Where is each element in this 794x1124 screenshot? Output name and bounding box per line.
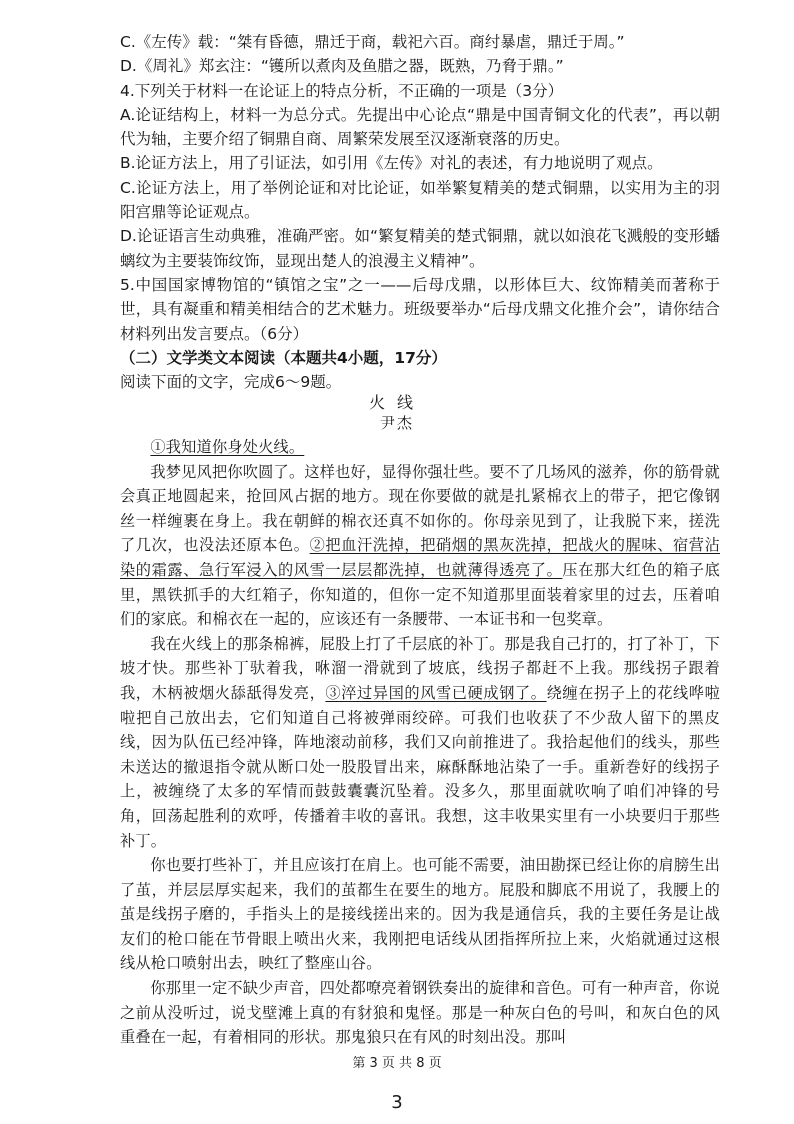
question-4-stem: 4.下列关于材料一在论证上的特点分析，不正确的一项是（3分） <box>120 81 564 100</box>
page-footer: 第 3 页 共 8 页 <box>352 1056 442 1071</box>
marked-sentence-3: ③淬过异国的风雪已硬成钢了。 <box>325 683 547 702</box>
section-2-header <box>120 346 720 395</box>
page-number: 3 <box>391 1092 403 1113</box>
question-4-option-d: D.论证语言生动典雅，准确严密。如“繁复精美的楚式铜鼎，就以如浪花飞溅般的变形蟠螭纹为主要装饰纹饰，显现出楚人的浪漫主义精神”。 <box>120 227 720 270</box>
story-paragraph-3: 你也要打些补丁，并且应该打在肩上。也可能不需要，油田勘探已经让你的肩膀生出了茧，并层层厚实起来，我们的茧都生在要生的地方。屁股和脚底不用说了，我腰上的茧是线拐子磨的，手指头上的是接线搓出来的。因为我是通信兵，我的主要任务是让战友们的枪口能在节骨眼上喷出火来，我刚把电话线从团指挥所拉上来，火焰就通过这根线从枪口喷射出去，映红了整座山谷。 <box>120 856 720 973</box>
question-4-option-c: C.论证方法上，用了举例论证和对比论证，如举繁复精美的楚式铜鼎，以实用为主的羽阳宫鼎等论证观点。 <box>120 178 720 222</box>
story-author: 尹杰 <box>379 414 414 432</box>
question-5-stem: 5.中国国家博物馆的“镇馆之宝”之一——后母戊鼎，以形体巨大、纹饰精美而著称于世，具有凝重和精美相结合的艺术魅力。班级要举办“后母戊鼎文化推介会”，请你结合材料列出发言要点。（6分） <box>120 275 720 343</box>
marked-sentence-2: ②把血汗洗掉，把硝烟的黑灰洗掉，把战火的腥味、宿营沾染的霜露、急行军浸入的风雪一层层都洗掉，也就薄得透亮了。 <box>120 536 720 579</box>
section-2-heading: （二）文学类文本阅读（本题共4小题，17分） <box>120 349 447 367</box>
story-paragraph-1: 我梦见风把你吹圆了。这样也好，显得你强壮些。要不了几场风的滋养，你的筋骨就会真正地圆起来，抢回风占据的地方。现在你要做的就是扎紧棉衣上的带子，把它像钢丝一样缠裹在身上。我在朝鲜的棉衣还真不如你的。你母亲见到了，让我脱下来，搓洗了几次，也没法还原本色。②把血汗洗掉，把硝烟的黑灰洗掉，把战火的腥味、宿营沾染的霜露、急行军浸入的风雪一层层都洗掉，也就薄得透亮了。压在那大红色的箱子底里，黑铁抓手的大红箱子，你知道的，但你一定不知道那里面装着家里的过去，压着咱们的家底。和棉衣在一起的，应该还有一条腰带、一本证书和一包奖章。 <box>120 462 720 629</box>
question-4-option-a: A.论证结构上，材料一为总分式。先提出中心论点“鼎是中国青铜文化的代表”，再以朝代为轴，主要介绍了铜鼎自商、周繁荣发展至汉逐渐衰落的历史。 <box>120 105 720 149</box>
story-title: 火线 <box>368 393 425 412</box>
material-option-d: D.《周礼》郑玄注：“镬所以煮肉及鱼腊之器，既熟，乃脅于鼎。” <box>120 57 564 76</box>
material-options <box>120 30 720 346</box>
story-paragraph-2: 我在火线上的那条棉裤，屁股上打了千层底的补丁。那是我自己打的，打了补丁，下坡才快。那些补丁驮着我，咻溜一滑就到了坡底，线拐子都赶不上我。那线拐子跟着我，木柄被烟火舔舐得发亮，③淬过异国的风雪已硬成钢了。绕缠在拐子上的花线哗啦啦把自己放出去，它们知道自己将被弹雨绞碎。可我们也收获了不少敌人留下的黑皮线，因为队伍已经冲锋，阵地滚动前移，我们又向前推进了。我拾起他们的线头，那些未送达的撤退指令就从断口处一股股冒出来，麻酥酥地沾染了一手。重新巻好的线拐子上，被缠绕了太多的军情而鼓鼓囊囊沉坠着。没多久，那里面就吹响了咱们冲锋的号角，回荡起胜利的欢呼，传播着丰收的喜讯。我想，这丰收果实里有一小块要归于那些补丁。 <box>120 634 720 850</box>
story-paragraph-4: 你那里一定不缺少声音，四处都嘹亮着钢铁奏出的旋律和音色。可有一种声音，你说之前从没听过，说戈壁滩上真的有豺狼和鬼怪。那是一种灰白色的号叫，和灰白色的风重叠在一起，有着相同的形状。那鬼狼只在有风的时刻出没。那叫 <box>120 979 720 1047</box>
question-4-option-b: B.论证方法上，用了引证法，如引用《左传》对礼的表述，有力地说明了观点。 <box>120 154 663 173</box>
section-2-instruction: 阅读下面的文字，完成6～9题。 <box>120 373 342 392</box>
story-body <box>120 435 720 1050</box>
story-marked-sentence-1: ①我知道你身处火线。 <box>150 438 305 456</box>
material-option-c: C.《左传》载：“桀有昏德，鼎迁于商，载祀六百。商纣暴虐，鼎迁于周。” <box>120 33 625 51</box>
